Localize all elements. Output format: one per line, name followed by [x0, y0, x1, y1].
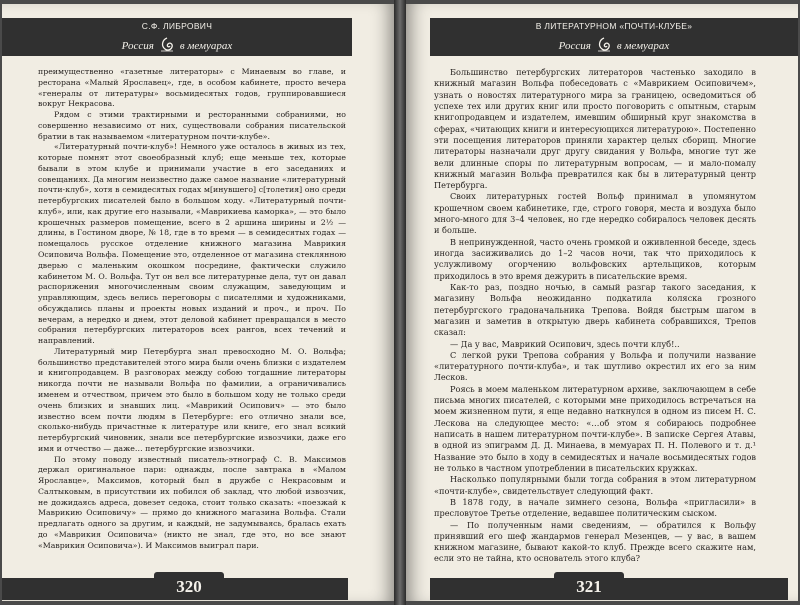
right-running-header [430, 18, 798, 56]
paragraph: Большинство петербургских литераторов частенько заходило в книжный магазин Вольфа побеседовать с «Маврикием Осиповичем», узнать о новостях литературного мира за границею, осведомиться об успехе тех или других книг или просто поговорить с опытным, старым книгопродавцем и издателем, имевшим обширный круг знакомства в сферах, «читающих книги и интересующихся литературою». Постепенно эти посещения литераторов приняли характер целых сборищ. Многие литераторы назначали друг другу свидания у Вольфа, многие тут же вели длинные споры по литературным вопросам, — и мало-помалу книжный магазин Вольфа превратился как бы в литературный центр Петербурга. [434, 67, 756, 191]
series-title-b: в мемуарах [616, 40, 670, 52]
left-page [2, 4, 394, 601]
paragraph: Насколько популярными были тогда собрания в этом литературном «почти-клубе», свидетельствует следующий факт. [434, 474, 756, 496]
series-title [430, 37, 798, 53]
series-title-b: в мемуарах [179, 40, 233, 52]
paragraph: В непринужденной, часто очень громкой и оживленной беседе, здесь иногда засиживались до 1–2 часов ночи, так что приходилось к услужливому огорчению вольфовских артельщиков, которым приходилось в это время дежурить в писательские время. [434, 236, 756, 281]
paragraph: — По полученным нами сведениям, — обратился к Вольфу принявший его шеф жандармов генерал Мезенцев, — у вас, в вашем книжном магазине, бывают какой-то клуб. Прежде всего скажите нам, если это не тайна, кто основатель этого клуба? [434, 519, 756, 564]
paragraph: — Да у вас, Маврикий Осипович, здесь почти клуб!.. [450, 338, 680, 349]
series-title [2, 37, 352, 53]
book-spine [394, 0, 406, 605]
paragraph: В 1878 году, в начале зимнего сезона, Вольфа «пригласили» в пресловутое Третье отделение, ведавшее политическим сыском. [434, 496, 756, 519]
emblem-icon [158, 37, 176, 53]
chapter-title: В ЛИТЕРАТУРНОМ «ПОЧТИ-КЛУБЕ» [535, 21, 693, 31]
paragraph: С легкой руки Трепова собрания у Вольфа и получили название «литературного почти-клуба», и так шутливо окрестил их его за ним Лесков. [434, 349, 756, 383]
series-title-a: Россия [121, 40, 154, 52]
paragraph: Своих литературных гостей Вольф принимал в упомянутом крошечном своем кабинетике, где, строго говоря, места и воздуха было много-много для 3–4 человек, но где нередко собиралось человек десять и больше. [434, 191, 756, 236]
left-body-text [38, 67, 346, 551]
author-name: С.Ф. ЛИБРОВИЧ [141, 21, 213, 31]
emblem-icon [595, 37, 613, 53]
paragraph: Как-то раз, поздно ночью, в самый разгар такого заседания, к магазину Вольфа неожиданно подкатила коляска грозного петербургского градоначальника Трепова. Войдя быстрым шагом в магазин и заметив в открытую дверь кабинета собравшихся, Трепов сказал: [434, 281, 756, 338]
page-number-left: 320 [154, 572, 224, 600]
paragraph: По этому поводу известный писатель-этнограф С. В. Максимов держал оригинальное пари: однажды, после завтрака в «Малом Ярославце», Максимов, который был в дружбе с Некрасовым и Салтыковым, в присутствии их побился об заклад, что любой извозчик, не дожидаясь адреса, довезет седока, стоит только сказать: «поезжай к Маврикию Осиповичу» — прямо до книжного магазина Вольфа. Стали предлагать одного за другим, и каждый, не задумываясь, бралась ехать до «Маврикия Осиповича» (никто не знал, где это, но все знают «Маврикия Осиповича»). И Максимов выиграл пари. [38, 454, 346, 550]
page-number-right: 321 [554, 572, 624, 600]
right-body-text [434, 67, 756, 565]
right-page [406, 4, 798, 601]
paragraph: «Литературный почти-клуб»! Немного уже осталось в живых из тех, которые помнят этот своеобразный клуб; еще меньше тех, которые бывали в этом клубе и принимали участие в его заседаниях и совещаниях. Да многим неизвестно даже самое название «литературный почти-клуб», хотя в семидесятых годах м[инувшего] с[толетия] оно среди петербургских писателей было в большом ходу. «Литературный почти-клуб», или, как другие его называли, «Маврикиева каморка», — это было крошечных размеров помещение, всего в 2 аршина ширины и 2½ — длины, в Гостином дворе, № 18, где в то время — в семидесятых годах — помещалось русское отделение книжного магазина Маврикия Осиповича Вольфа. Помещение это, отделенное от магазина стеклянною дверью с маленьким окошком посредине, фактически служило кабинетом М. О. Вольфа. Тут он вел все литературные дела, тут он давал распоряжения многочисленным своим служащим, заведующим и управляющим, здесь велись переговоры с писателями и художниками, обсуждались планы и проекты новых изданий и проч., и проч. По вечерам, а нередко и днем, этот деловой кабинет превращался в место собрания петербургских литераторов всех рангов, всех течений и направлений. [38, 142, 346, 346]
paragraph: Литературный мир Петербурга знал превосходно М. О. Вольфа; большинство представителей этого мира были очень близки с издателем и книгопродавцем. В разговорах между собою тогдашние литераторы никогда почти не называли Вольфа по фамилии, а ограничивались именем и отчеством, причем это было в большом ходу не только среди очень близких и знавших лиц. «Маврикий Осипович» — это было известно всем почти людям в Петербурге: его отлично знали все, сколько-нибудь причастные к литературе или книге, его знал всякий петербургский чиновник, знали все петербургские извозчики, даже его имя и отчество — даже… петербургские извозчики. [38, 346, 346, 453]
paragraph: Роясь в моем маленьком литературном архиве, заключающем в себе письма многих писателей, с которыми мне приходилось встречаться на моем жизненном пути, я еще недавно наткнулся в одном из писем Н. С. Лескова на следующее место: «…об этом я собираюсь подробнее написать в нашем литературном почти-клубе». В записке Сергея Атавы, в одной из эпиграмм Д. Д. Минаева, в мемуарах П. Н. Полевого и т. д.¹ Название это было в ходу в семидесятых и начале восьмидесятых годов не только в частном употреблении в писательских кружках. [434, 383, 756, 473]
paragraph: преимущественно «газетные литераторы» с Минаевым во главе, и ресторана «Малый Ярославец», где, в особом кабинете, просто вечера «генералы от литературы» восьмидесятых годов, группировавшиеся вокруг Некрасова. [38, 67, 346, 109]
paragraph: Рядом с этими трактирными и ресторанными собраниями, но совершенно независимо от них, существовали собрания писательской братии в так называемом «литературном почти-клубе». [38, 110, 346, 141]
left-running-header [2, 18, 352, 56]
series-title-a: Россия [558, 40, 591, 52]
